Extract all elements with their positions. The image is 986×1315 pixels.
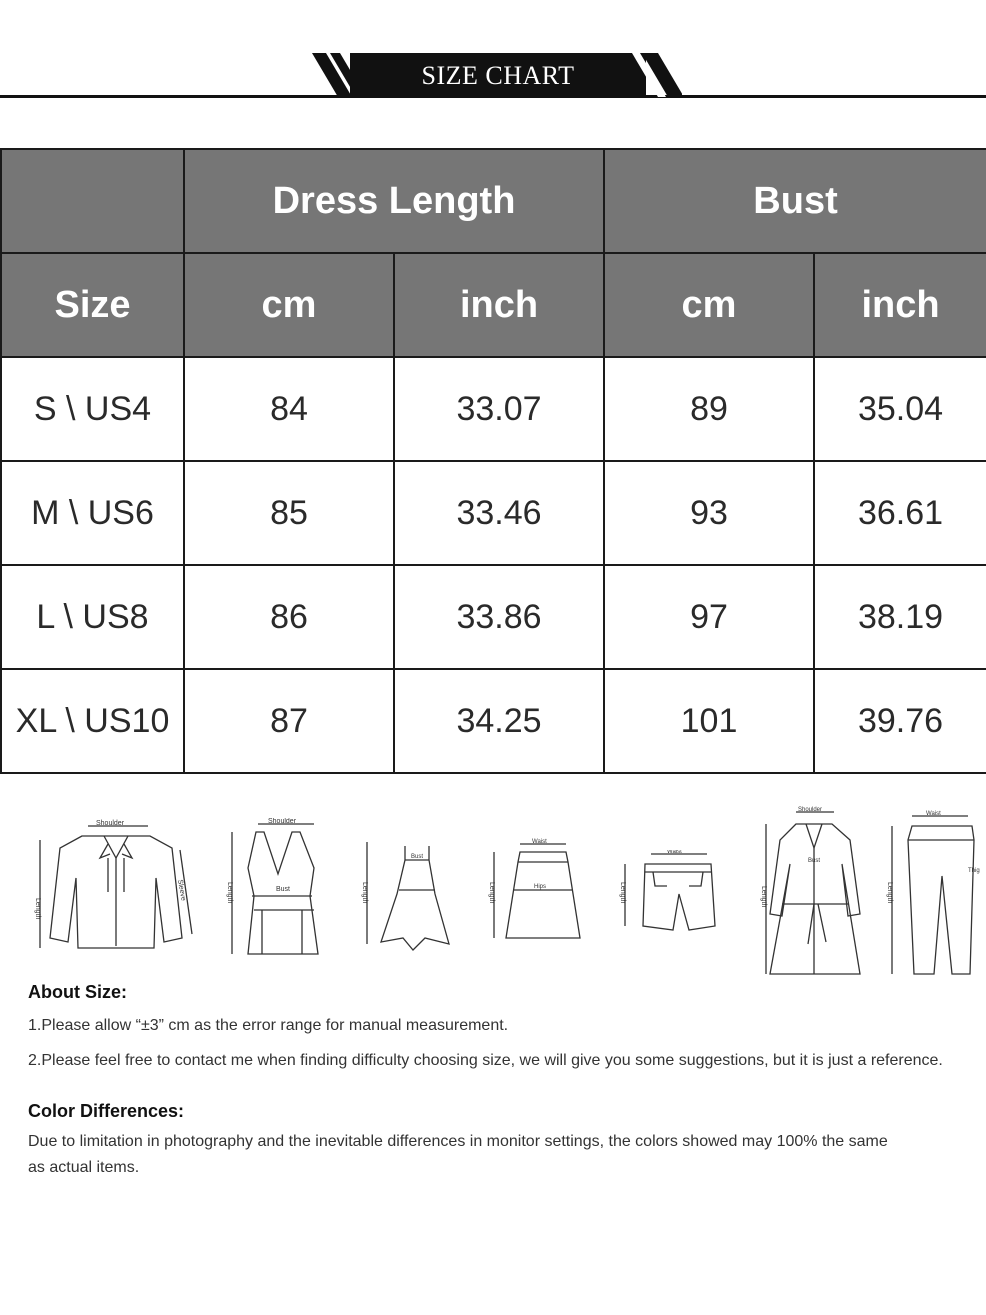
sleeve-label: Sleeve <box>176 879 187 902</box>
dress-length-cm-cell: 84 <box>184 357 394 461</box>
dress-length-inch-cell: 33.46 <box>394 461 604 565</box>
size-cell: M \ US6 <box>1 461 184 565</box>
size-cell: XL \ US10 <box>1 669 184 773</box>
about-size-note-1: 1.Please allow “±3” cm as the error range for manual measurement. <box>28 1017 509 1034</box>
bust-cm-cell: 93 <box>604 461 814 565</box>
hips-label: Hips <box>534 884 547 890</box>
bust-inch-header: inch <box>814 253 986 357</box>
waist-label: Waist <box>667 850 682 855</box>
bust-inch-cell: 38.19 <box>814 565 986 669</box>
shorts-diagram-icon <box>615 850 729 940</box>
table-row <box>1 357 986 461</box>
dress-length-inch-cell: 33.86 <box>394 565 604 669</box>
table-row <box>1 669 986 773</box>
waist-label: Waist <box>926 811 941 817</box>
bust-label: Bust <box>808 858 821 864</box>
dress-length-header: Dress Length <box>184 149 604 253</box>
tank-top-diagram-icon <box>218 818 336 958</box>
garment-diagrams <box>0 800 986 990</box>
length-label: Length <box>760 886 767 908</box>
bust-cm-cell: 89 <box>604 357 814 461</box>
pants-diagram-icon <box>878 810 986 978</box>
size-cell: S \ US4 <box>1 357 184 461</box>
waist-label: Waist <box>532 839 547 845</box>
bust-label: Bust <box>276 886 291 893</box>
table-row <box>1 565 986 669</box>
bust-cm-cell: 101 <box>604 669 814 773</box>
dress-length-inch-header: inch <box>394 253 604 357</box>
dress-length-cm-cell: 86 <box>184 565 394 669</box>
bust-inch-cell: 35.04 <box>814 357 986 461</box>
dress-length-inch-cell: 34.25 <box>394 669 604 773</box>
shoulder-label: Shoulder <box>96 820 125 827</box>
length-label: Length <box>34 898 41 920</box>
bust-header: Bust <box>604 149 986 253</box>
shirt-diagram-icon <box>30 818 202 958</box>
thigh-label: Thig <box>968 868 980 874</box>
dress-length-cm-cell: 85 <box>184 461 394 565</box>
bust-inch-cell: 36.61 <box>814 461 986 565</box>
size-chart-title: SIZE CHART <box>421 61 575 90</box>
bust-cm-header: cm <box>604 253 814 357</box>
dress-length-cm-header: cm <box>184 253 394 357</box>
coat-diagram-icon <box>756 804 870 982</box>
about-size-note-2: 2.Please feel free to contact me when finding difficulty choosing size, we will give you some suggestions, but it is just a reference. <box>28 1052 943 1069</box>
bust-inch-cell: 39.76 <box>814 669 986 773</box>
bust-label: Bust <box>411 854 424 860</box>
size-header: Size <box>1 253 184 357</box>
size-table <box>0 148 986 774</box>
length-label: Length <box>361 882 368 904</box>
about-size-heading: About Size: <box>28 982 127 1002</box>
dress-length-cm-cell: 87 <box>184 669 394 773</box>
length-label: Length <box>226 882 233 904</box>
group-header-row <box>1 149 986 253</box>
size-cell: L \ US8 <box>1 565 184 669</box>
dress-length-inch-cell: 33.07 <box>394 357 604 461</box>
length-label: Length <box>619 882 626 904</box>
skirt-diagram-icon <box>484 838 590 950</box>
shoulder-label: Shoulder <box>268 818 297 825</box>
bust-cm-cell: 97 <box>604 565 814 669</box>
table-row <box>1 461 986 565</box>
shoulder-label: Shoulder <box>798 807 823 813</box>
color-differences-heading: Color Differences: <box>28 1101 185 1121</box>
blank-header-cell <box>1 149 184 253</box>
length-label: Length <box>488 882 495 904</box>
length-label: Length <box>886 882 893 904</box>
color-differences-note: Due to limitation in photography and the inevitable differences in monitor settings, the colors showed may 100% the same as actual items. <box>28 1133 888 1176</box>
unit-header-row <box>1 253 986 357</box>
dress-diagram-icon <box>355 832 463 960</box>
